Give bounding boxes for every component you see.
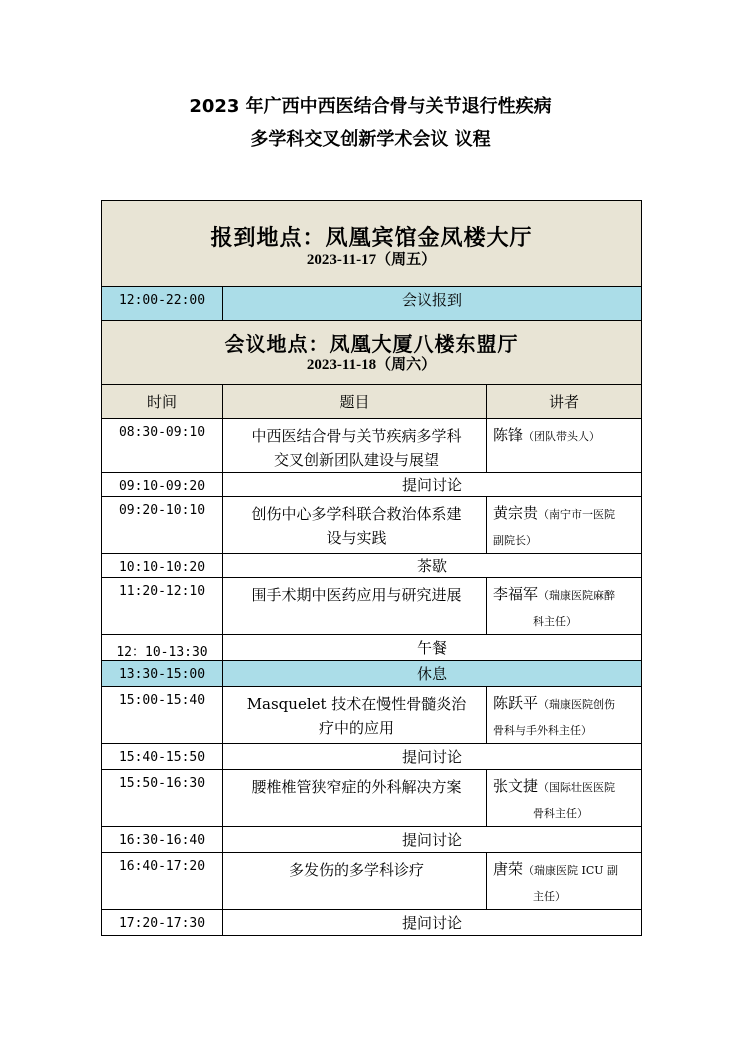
table-row (102, 497, 642, 554)
table-row (102, 744, 642, 770)
row-time: 11:20-12:10 (102, 578, 223, 635)
topic-line: 交叉创新团队建设与展望 (273, 451, 439, 469)
speaker-name: 黄宗贵 (493, 504, 539, 522)
registration-place: 报到地点：凤凰宾馆金凤楼大厅 (210, 224, 533, 251)
row-time: 15:40-15:50 (102, 744, 223, 770)
header-time: 时间 (102, 385, 223, 419)
speaker-note: （瑞康医院创伤 (538, 698, 616, 711)
table-header (102, 385, 642, 419)
row-speaker (487, 578, 642, 635)
row-time: 15:50-16:30 (102, 770, 223, 827)
row-label: 提问讨论 (223, 910, 642, 936)
meeting-date: 2023-11-18（周六） (306, 356, 437, 373)
speaker-note: 科主任） (533, 615, 577, 628)
registration-label: 会议报到 (223, 287, 642, 321)
row-time: 13:30-15:00 (102, 661, 223, 687)
speaker-name: 张文捷 (493, 777, 539, 795)
row-topic (223, 578, 487, 635)
table-row (102, 827, 642, 853)
row-time: 17:20-17:30 (102, 910, 223, 936)
topic-line: 多发伤的多学科诊疗 (288, 861, 424, 879)
table-row (102, 635, 642, 661)
speaker-name: 陈跃平 (493, 694, 539, 712)
registration-banner (102, 201, 642, 287)
speaker-note: （南宁市一医院 (538, 508, 616, 521)
row-topic (223, 770, 487, 827)
row-speaker (487, 770, 642, 827)
row-time: 10:10-10:20 (102, 554, 223, 578)
topic-line: 设与实践 (326, 529, 387, 547)
table-row (102, 473, 642, 497)
row-label: 提问讨论 (223, 473, 642, 497)
registration-time: 12:00-22:00 (102, 287, 223, 321)
row-time: 09:10-09:20 (102, 473, 223, 497)
document-title-line2: 多学科交叉创新学术会议 议程 (250, 129, 491, 150)
row-label: 提问讨论 (223, 827, 642, 853)
row-label: 茶歇 (223, 554, 642, 578)
table-row (102, 910, 642, 936)
table-row (102, 770, 642, 827)
speaker-name: 陈锋 (493, 426, 524, 444)
row-speaker (487, 853, 642, 910)
topic-line: 腰椎椎管狭窄症的外科解决方案 (251, 778, 462, 796)
speaker-note: 骨科与手外科主任） (493, 724, 592, 737)
header-speaker: 讲者 (487, 385, 642, 419)
speaker-note: 主任） (533, 890, 566, 903)
document-title-line1: 2023 年广西中西医结合骨与关节退行性疾病 (189, 96, 552, 117)
speaker-note: （瑞康医院麻醉 (538, 589, 616, 602)
table-row (102, 419, 642, 473)
row-time: 09:20-10:10 (102, 497, 223, 554)
table-row (102, 661, 642, 687)
topic-line: 疗中的应用 (318, 719, 394, 737)
row-label: 休息 (223, 661, 642, 687)
header-topic: 题目 (223, 385, 487, 419)
row-time: 16:40-17:20 (102, 853, 223, 910)
topic-line: 中西医结合骨与关节疾病多学科 (251, 427, 462, 445)
table-row (102, 853, 642, 910)
speaker-note: （瑞康医院 ICU 副 (523, 864, 619, 877)
row-time: 08:30-09:10 (102, 419, 223, 473)
speaker-note: 副院长） (493, 534, 537, 547)
meeting-place: 会议地点：凤凰大厦八楼东盟厅 (224, 331, 519, 356)
registration-date: 2023-11-17（周五） (306, 251, 437, 268)
speaker-name: 李福军 (493, 585, 539, 603)
row-topic (223, 853, 487, 910)
row-topic (223, 687, 487, 744)
row-time: 12：10-13:30 (102, 635, 223, 661)
row-topic (223, 497, 487, 554)
row-time: 16:30-16:40 (102, 827, 223, 853)
agenda-table (101, 200, 642, 936)
table-row (102, 554, 642, 578)
registration-row (102, 287, 642, 321)
row-speaker (487, 687, 642, 744)
speaker-note: 骨科主任） (533, 807, 588, 820)
table-row (102, 578, 642, 635)
row-time: 15:00-15:40 (102, 687, 223, 744)
table-row (102, 687, 642, 744)
topic-line: 创伤中心多学科联合救治体系建 (251, 505, 462, 523)
topic-line: Masquelet 技术在慢性骨髓炎治 (246, 695, 467, 713)
topic-line: 围手术期中医药应用与研究进展 (251, 586, 462, 604)
row-label: 午餐 (223, 635, 642, 661)
row-speaker (487, 497, 642, 554)
row-label: 提问讨论 (223, 744, 642, 770)
speaker-note: （团队带头人） (523, 430, 601, 443)
meeting-banner (102, 321, 642, 385)
speaker-note: （国际壮医医院 (538, 781, 616, 794)
row-speaker (487, 419, 642, 473)
row-topic (223, 419, 487, 473)
speaker-name: 唐荣 (493, 860, 524, 878)
